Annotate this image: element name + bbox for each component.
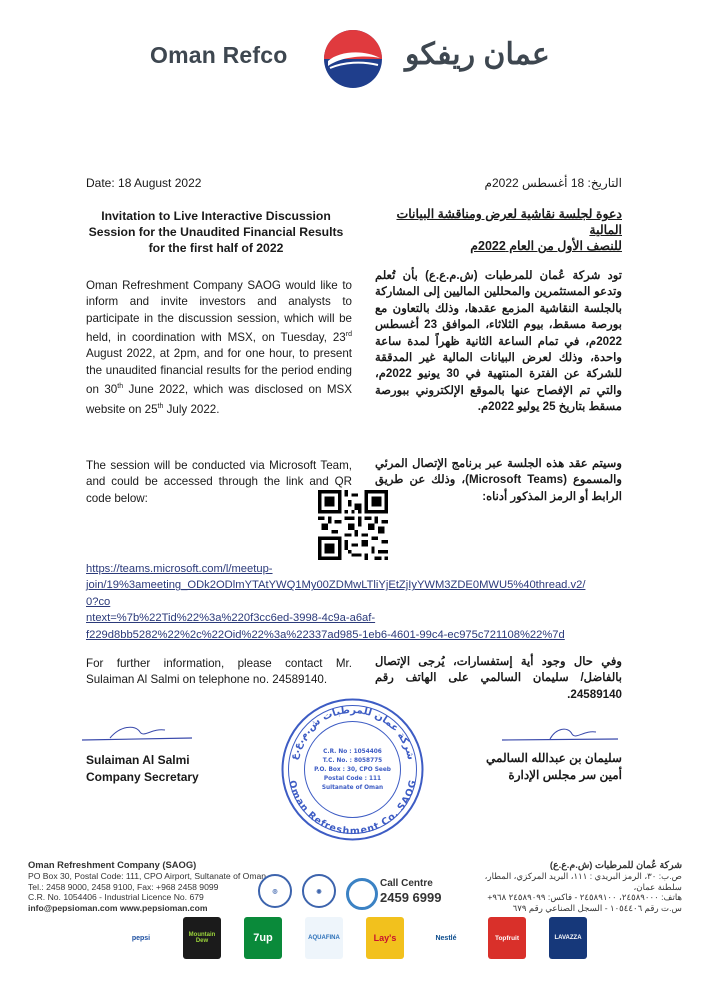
footer-address-en [28, 860, 266, 914]
signatory-name-ar: سليمان بن عبدالله السالمي [486, 751, 622, 765]
footer-company-en: Oman Refreshment Company (SAOG) [28, 859, 197, 870]
invitation-paragraph-ar: تود شركة عُمان للمرطبات (ش.م.ع.ع) بأن تُعلم وتدعو المستثمرين والمحللين الماليين إلى المشاركة بالجلسة النقاشية المزمع عقدها، وذلك بالتعاون مع بورصة مسقط، بيوم الثلاثاء، الموافق 23 أغسطس 2022م، في تمام الساعة الثانية ظهراً لمدة ساعة واحدة، وذلك لعرض البيانات المالية غير المدققة للشركة عن الفترة المنتهية في 30 يونيو 2022م، والتي تم الإفصاح عنها بالموقع الإلكتروني ببورصة مسقط بتاريخ 25 يوليو 2022م. [375, 269, 623, 414]
signatory-en [86, 752, 199, 786]
signatory-name-en: Sulaiman Al Salmi [86, 753, 190, 767]
iso-certification-icon: ◎ [258, 874, 292, 908]
aquafina-logo-icon: AQUAFINA [305, 917, 343, 959]
footer-line: PO Box 30, Postal Code: 111, CPO Airport, Sultanate of Oman [28, 870, 267, 881]
signatory-role-ar: أمين سر مجلس الإدارة [508, 768, 622, 782]
title-ar-line: دعوة لجلسة نقاشية لعرض ومناقشة البيانات المالية [396, 207, 622, 237]
title-en-line: for the first half of 2022 [148, 241, 284, 255]
stamp-line: Sultanate of Oman [321, 785, 384, 791]
session-paragraph-en: The session will be conducted via Microsoft Team, and could be accessed through the link and QR code below: [86, 459, 352, 505]
contact-paragraph-en: For further information, please contact Mr. Sulaiman Al Salmi on telephone no. 24589140. [86, 657, 352, 687]
footer-line: هاتف: ٢٤٥٨٩٠٠٠، ٢٤٥٨٩١٠٠ - فاكس: ٢٤٥٨٩٠٩٩ ٩٦٨+ [487, 892, 682, 903]
stamp-english-ring: Oman Refreshment Co. SAOG [286, 779, 419, 838]
signature-en-scribble [80, 718, 195, 744]
stamp-line: C.R. No : 1054406 [323, 749, 382, 755]
footer-email-web[interactable]: info@pepsioman.com www.pepsioman.com [28, 903, 208, 914]
call-centre-label: Call Centre [380, 878, 433, 889]
stamp-line: Postal Code : 111 [323, 776, 382, 782]
pepsi-logo-icon: pepsi [122, 917, 160, 959]
session-paragraph-ar: وسيتم عقد هذه الجلسة عبر برنامج الإتصال المرئي والمسموع (Microsoft Teams)، وذلك عن طريق الرابط أو الرمز المذكور أدناه: [375, 457, 622, 503]
date-ar: التاريخ: 18 أغسطس 2022م [484, 176, 622, 190]
call-centre-number[interactable]: 2459 6999 [380, 890, 442, 905]
invitation-paragraph-en: Oman Refreshment Company SAOG would like to inform and invite investors and analysts to participate in the discussion session, which will be held, in coordination with MSX, on Tuesday, 23rd August 2022, at 2pm, and for one hour, to present the unaudited financial results for the period ending on 30th June 2022, which was disclosed on MSX website on 25th July 2022. [86, 279, 352, 416]
lays-logo-icon: Lay's [366, 917, 404, 959]
title-en-line: Session for the Unaudited Financial Results [88, 225, 344, 239]
teams-meeting-link[interactable] [86, 561, 586, 643]
footer-line: س.ت رقم ١٠٥٤٤٠٦ - السجل الصناعي رقم ٦٧٩ [512, 903, 682, 914]
certification-badges [258, 874, 336, 908]
link-line[interactable]: f229d8bb5282%22%2c%22Oid%22%3a%22337ad985-1eb6-4601-99c4-ec975c721108%22%7d [86, 628, 565, 641]
qr-code[interactable] [318, 490, 388, 560]
company-seal-stamp [280, 697, 425, 842]
footer-company-ar: شركة عُمان للمرطبات (ش.م.ع.ع) [549, 859, 682, 870]
footer-line: C.R. No. 1054406 - Industrial Licence No. 679 [28, 892, 204, 903]
footer-line: ص.ب: ٣٠، الرمز البريدي : ١١١، البريد المركزي، المطار، سلطنة عمان، [484, 870, 682, 892]
brand-name-ar: عمان ريفكو [405, 38, 550, 71]
lavazza-logo-icon: LAVAZZA [549, 917, 587, 959]
footer-address-ar [468, 860, 682, 914]
brand-name-en: Oman Refco [150, 42, 288, 68]
footer-line: Tel.: 2458 9000, 2458 9100, Fax: +968 2458 9099 [28, 881, 219, 892]
stamp-line: P.O. Box : 30, CPO Seeb [314, 767, 391, 773]
signature-ar-scribble [500, 720, 620, 746]
brand-logo-strip [122, 917, 587, 965]
topfruit-logo-icon: Topfruit [488, 917, 526, 959]
mountain-dew-logo-icon: Mountain Dew [183, 917, 221, 959]
call-centre [346, 876, 446, 910]
company-logo [322, 28, 384, 90]
signatory-role-en: Company Secretary [86, 770, 199, 784]
7up-logo-icon: 7up [244, 917, 282, 959]
link-line[interactable]: join/19%3ameeting_ODk2ODlmYTAtYWQ1My00ZDMwLTliYjEtZjIyYWM3ZDE0MWU5%40thread.v2/0?co [86, 579, 586, 608]
title-ar-line: للنصف الأول من العام 2022م [470, 239, 622, 253]
link-line[interactable]: https://teams.microsoft.com/l/meetup- [86, 563, 273, 575]
iso-certification-icon: ◉ [302, 874, 336, 908]
stamp-line: T.C. No. : 8058775 [322, 758, 383, 764]
contact-paragraph-ar: وفي حال وجود أية إستفسارات، يُرجى الإتصال بالفاضل/ سليمان السالمي على الهاتف رقم 24589140. [375, 655, 622, 701]
headset-icon [346, 878, 378, 910]
title-en [86, 208, 346, 256]
title-ar [370, 206, 622, 254]
signatory-ar [480, 750, 622, 784]
link-line[interactable]: ntext=%7b%22Tid%22%3a%220f3cc6ed-3998-4c9a-a6af- [86, 612, 376, 625]
nestle-logo-icon: Nestlé [427, 917, 465, 959]
date-en: Date: 18 August 2022 [86, 176, 202, 190]
stamp-arabic-ring: شركة عمان للمرطبات ش.م.ع.ع [288, 704, 417, 762]
title-en-line: Invitation to Live Interactive Discussion [101, 209, 331, 223]
